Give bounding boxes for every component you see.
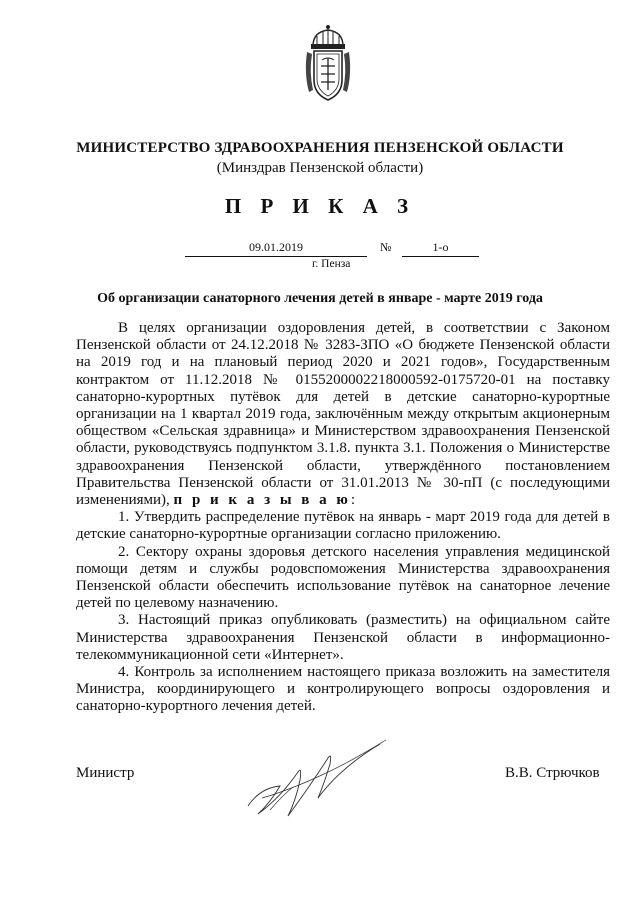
document-type-title: П Р И К А З: [224, 194, 416, 218]
item-2: 2. Сектору охраны здоровья детского населения управления медицинской помощи детям и службы родовспоможения Министерства здравоохранения Пензенской области обеспечить использование путёвок на санаторное лечение детей по целевому назначению.: [76, 543, 610, 612]
order-word: п р и к а з ы в а ю: [173, 492, 351, 509]
signer-name: В.В. Стрючков: [505, 765, 600, 781]
number-underline: [402, 256, 479, 257]
coat-of-arms-emblem: [303, 24, 353, 104]
order-colon: :: [350, 492, 356, 509]
intro-text: В целях организации оздоровления детей, в соответствии с Законом Пензенской области от 24.12.2018 № 3283-ЗПО «О бюджете Пензенской области на 2019 год и на плановый период 2020 и 2021 годов», Государственным контрактом от 11.12.2018 № 0155200002218000592-0175720-01 на поставку санаторно-курортных путёвок для детей в детские санаторно-курортные организации на 1 квартал 2019 года, заключённым между открытым акционерным обществом «Сельская здравница» и Министерством здравоохранения Пензенской области, руководствуясь подпунктом 3.1.8. пункта 3.1. Положения о Министерстве здравоохранения Пензенской области, утверждённого постановлением Правительства Пензенской области от 31.01.2013 № 30-пП (с последующими изменениями),: [76, 320, 610, 509]
number-sign: №: [380, 240, 392, 254]
item-1: 1. Утвердить распределение путёвок на январь - март 2019 года для детей в детские санаторно-курортные организации согласно приложению.: [76, 509, 610, 543]
item-4: 4. Контроль за исполнением настоящего приказа возложить на заместителя Министра, координирующего и контролирующего вопросы оздоровления и санаторно-курортного лечения детей.: [76, 664, 610, 715]
order-subject: Об организации санаторного лечения детей в январе - марте 2019 года: [97, 291, 543, 306]
ministry-short-title: (Минздрав Пензенской области): [216, 160, 424, 176]
date-underline: [185, 256, 367, 257]
intro-paragraph: [76, 320, 610, 509]
order-body: [76, 320, 610, 716]
signer-position: Министр: [76, 765, 135, 781]
handwritten-signature: [240, 728, 390, 828]
item-3: 3. Настоящий приказ опубликовать (разместить) на официальном сайте Министерства здравоохранения Пензенской области в информационно-телекоммуникационной сети «Интернет».: [76, 612, 610, 663]
city-label: г. Пенза: [312, 258, 351, 270]
order-number: 1-о: [432, 240, 449, 254]
ministry-title: МИНИСТЕРСТВО ЗДРАВООХРАНЕНИЯ ПЕНЗЕНСКОЙ ОБЛАСТИ: [76, 140, 564, 156]
order-date: 09.01.2019: [249, 240, 303, 254]
